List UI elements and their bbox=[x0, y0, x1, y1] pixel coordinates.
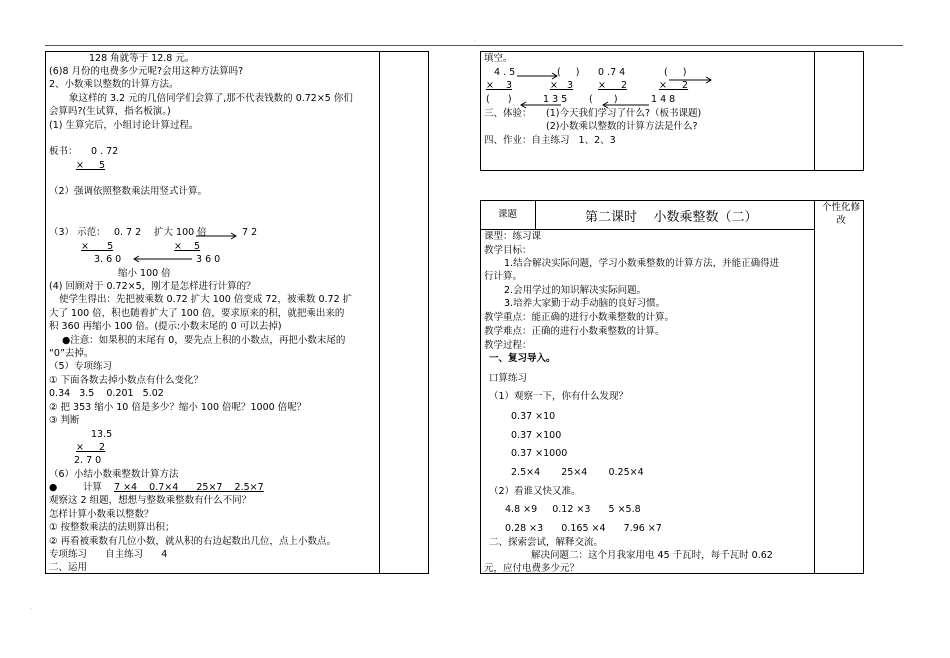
right-top-table bbox=[480, 51, 864, 171]
left-line: ③ 判断 bbox=[49, 415, 80, 426]
speed-item: 0.28 ×3 0.165 ×4 7.96 ×7 bbox=[505, 523, 662, 534]
speed-question: （2）看谁又快又准。 bbox=[489, 486, 581, 497]
footer-dot: · bbox=[30, 606, 32, 613]
left-line: 象这样的 3.2 元的几倍同学们会算了,那不代表钱数的 0.72×5 你们 bbox=[69, 93, 353, 104]
left-line: 积 360 再缩小 100 倍。(提示:小数末尾的 0 可以去掉) bbox=[49, 321, 282, 332]
left-lesson-table bbox=[45, 51, 429, 574]
left-line: (4) 回顾对于 0.72×5，刚才是怎样进行计算的？ bbox=[49, 281, 256, 292]
lesson-line: 教学难点：正确的进行小数乘整数的计算。 bbox=[484, 326, 665, 337]
bullet-icon: ● bbox=[49, 482, 58, 493]
homework-line: 四、作业：自主练习 1、2、3 bbox=[484, 135, 616, 146]
fill-a-blank: ( ) bbox=[557, 67, 580, 78]
board-label: 板书： bbox=[49, 146, 78, 157]
judge-multiplier: × 2 bbox=[76, 442, 106, 453]
lesson-line: 1.结合解决实际问题，学习小数乘整数的计算方法，并能正确得进 bbox=[504, 258, 780, 269]
lesson-line: 2.会用学过的知识解决实际问题。 bbox=[504, 285, 647, 296]
lesson-line: 教学重点：能正确的进行小数乘整数的计算。 bbox=[484, 312, 675, 323]
board-multiplicand: 0 . 72 bbox=[91, 146, 119, 157]
left-line: 会算吗?(生试算，指名板演。) bbox=[49, 106, 171, 117]
left-line: “0”去掉。 bbox=[49, 348, 94, 359]
demo-integer-product: 3 6 0 bbox=[196, 254, 221, 265]
lesson-line: 教学目标： bbox=[484, 245, 532, 256]
section-explore: 二、探索尝试，解释交流。 bbox=[489, 537, 604, 548]
left-notes-column-divider bbox=[379, 52, 380, 573]
left-line: （2）强调依照整数乘法用竖式计算。 bbox=[49, 186, 208, 197]
left-line: （6）小结小数乘整数计算方法 bbox=[49, 469, 179, 480]
demo-label: （3） 示范： bbox=[49, 227, 106, 238]
oral-item: 0.37 ×100 bbox=[511, 430, 562, 441]
oral-item: 2.5×4 25×4 0.25×4 bbox=[511, 467, 644, 478]
board-multiplier: × 5 bbox=[76, 160, 106, 171]
calc-expressions: 7 ×4 0.7×4 25×7 2.5×7 bbox=[114, 482, 264, 493]
demo-integer-multiplier: × 5 bbox=[174, 241, 201, 252]
demo-integer: 7 2 bbox=[242, 227, 258, 238]
fill-blank-heading: 填空。 bbox=[484, 53, 513, 64]
judge-product: 2. 7 0 bbox=[74, 455, 102, 466]
left-line: (1) 生算完后，小组讨论计算过程。 bbox=[49, 120, 199, 131]
left-line: (6)8 月份的电费多少元呢?会用这种方法算吗? bbox=[49, 66, 244, 77]
lesson-line: 行计算。 bbox=[484, 271, 523, 282]
left-line: 专项练习 自主练习 4 bbox=[49, 549, 168, 560]
page-top-rule bbox=[45, 45, 903, 46]
left-line: ① 下面各数去掉小数点有什么变化？ bbox=[49, 375, 204, 386]
header-divider-1 bbox=[535, 201, 536, 229]
demo-decimal-multiplier: × 5 bbox=[81, 241, 114, 252]
problem-two-cont: 元，应付电费多少元？ bbox=[484, 563, 580, 574]
shrink-arrow-icon bbox=[132, 255, 194, 263]
left-line: ●注意：如果积的末尾有 0，要先点上积的小数点，再把小数末尾的 bbox=[62, 335, 346, 346]
lesson-line: 3.培养大家勤于动手动脑的良好习惯。 bbox=[504, 298, 666, 309]
header-dot: · bbox=[474, 38, 476, 45]
left-line: ② 再看被乘数有几位小数，就从积的右边起数出几位，点上小数点。 bbox=[49, 536, 337, 547]
left-line: 使学生得出：先把被乘数 0.72 扩大 100 倍变成 72，被乘数 0.72 扩 bbox=[59, 294, 353, 305]
demo-shrink-label: 缩小 100 倍 bbox=[118, 268, 171, 279]
fill-b-multiplier: × 2 bbox=[598, 80, 628, 91]
fill-a-product: 1 3 5 bbox=[543, 94, 568, 105]
fill-b-blank-2: ( ) bbox=[589, 94, 618, 105]
lesson-line: 课型：练习课 bbox=[484, 231, 542, 242]
left-line: ② 把 353 缩小 10 倍是多少？缩小 100 倍呢？1000 倍呢？ bbox=[49, 402, 307, 413]
fill-b-multiplier-2: × 2 bbox=[659, 80, 689, 91]
left-line: （5）专项练习 bbox=[49, 361, 113, 372]
left-line: 二、运用 bbox=[49, 562, 88, 573]
observe-question: （1）观察一下，你有什么发现？ bbox=[489, 391, 629, 402]
lesson-title: 第二课时 小数乘整数（二） bbox=[585, 210, 758, 225]
oral-item: 0.37 ×10 bbox=[511, 411, 556, 422]
left-line: 128 角就等于 12.8 元。 bbox=[89, 53, 195, 64]
oral-practice: 口算练习 bbox=[489, 373, 528, 384]
demo-enlarge-label: 扩大 100 倍 bbox=[154, 227, 207, 238]
left-line: 0.34 3.5 0.201 5.02 bbox=[49, 388, 164, 399]
right-bottom-notes-divider bbox=[814, 201, 815, 573]
fill-b-product: 1 4 8 bbox=[651, 94, 676, 105]
fill-a-blank-2: ( ) bbox=[486, 94, 512, 105]
enlarge-arrow-icon bbox=[196, 232, 240, 240]
fill-a-multiplier-2: × 3 bbox=[550, 80, 574, 91]
section-review: 一、复习导入。 bbox=[489, 353, 556, 364]
fill-a-multiplier: × 3 bbox=[486, 80, 513, 91]
experience-q1: (1)今天我们学习了什么?（板书课题) bbox=[546, 108, 702, 119]
fill-b-multiplicand: 0 .7 4 bbox=[598, 67, 626, 78]
left-line: ① 按整数乘法的法则算出积； bbox=[49, 522, 175, 533]
fill-a-arrow-icon bbox=[517, 72, 561, 80]
fill-b-blank: ( ) bbox=[664, 67, 687, 78]
header-bottom-rule bbox=[481, 229, 814, 230]
right-top-notes-divider bbox=[814, 52, 815, 170]
judge-multiplicand: 13.5 bbox=[91, 429, 113, 440]
experience-heading: 三、体验： bbox=[484, 108, 532, 119]
demo-decimal-product: 3. 6 0 bbox=[94, 254, 122, 265]
experience-q2: (2)小数乘以整数的计算方法是什么? bbox=[546, 121, 698, 132]
problem-two: 解决问题二：这个月我家用电 45 千瓦时，每千瓦时 0.62 bbox=[531, 550, 773, 561]
header-notes-label: 个性化修改 bbox=[821, 202, 860, 226]
left-line: 2、小数乘以整数的计算方法。 bbox=[49, 79, 179, 90]
header-subject-label: 课题 bbox=[498, 209, 518, 220]
left-line: 观察这 2 组题，想想与整数乘整数有什么不同？ bbox=[49, 495, 252, 506]
speed-item: 4.8 ×9 0.12 ×3 5 ×5.8 bbox=[505, 504, 641, 515]
demo-decimal: 0. 7 2 bbox=[114, 227, 142, 238]
left-line: 怎样计算小数乘以整数？ bbox=[49, 509, 154, 520]
fill-a-multiplicand: 4 . 5 bbox=[494, 67, 516, 78]
lesson-line: 教学过程： bbox=[484, 340, 532, 351]
left-line: 大了 100 倍，积也随着扩大了 100 倍，要求原来的积，就把乘出来的 bbox=[49, 308, 345, 319]
calc-label: 计算 bbox=[83, 482, 103, 493]
oral-item: 0.37 ×1000 bbox=[511, 448, 568, 459]
right-bottom-table bbox=[480, 200, 864, 574]
